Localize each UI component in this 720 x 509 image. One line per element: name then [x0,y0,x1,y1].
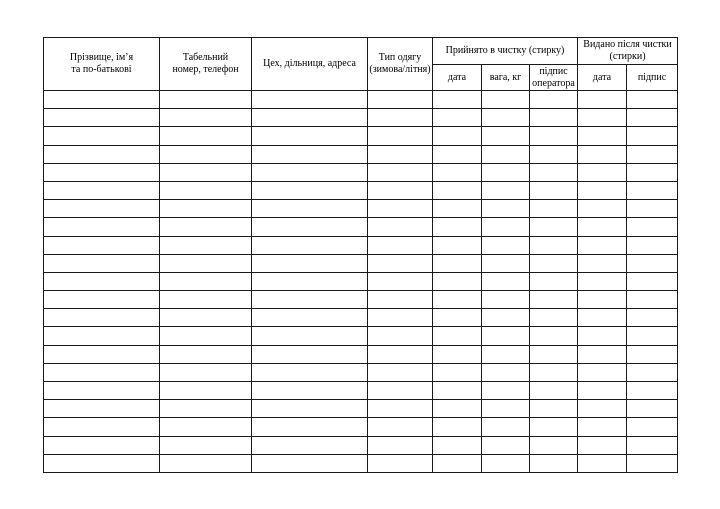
table-cell[interactable] [627,418,678,436]
table-cell[interactable] [627,363,678,381]
table-cell[interactable] [44,363,160,381]
table-cell[interactable] [433,454,482,472]
table-cell[interactable] [627,400,678,418]
column-group-accepted: Прийнято в чистку (стирку) [433,38,578,65]
table-cell[interactable] [44,309,160,327]
table-cell[interactable] [44,218,160,236]
table-cell[interactable] [433,272,482,290]
table-cell[interactable] [530,345,578,363]
table-cell[interactable] [44,400,160,418]
table-cell[interactable] [160,272,252,290]
table-cell[interactable] [578,309,627,327]
table-cell[interactable] [433,218,482,236]
table-cell[interactable] [433,309,482,327]
table-cell[interactable] [482,345,530,363]
table-cell[interactable] [368,345,433,363]
table-cell[interactable] [482,418,530,436]
table-cell[interactable] [482,363,530,381]
table-cell[interactable] [252,254,368,272]
table-cell[interactable] [44,236,160,254]
table-cell[interactable] [530,400,578,418]
table-cell[interactable] [627,327,678,345]
table-cell[interactable] [578,218,627,236]
table-cell[interactable] [368,400,433,418]
table-cell[interactable] [530,236,578,254]
table-cell[interactable] [433,181,482,199]
table-row [44,454,678,472]
table-cell[interactable] [44,109,160,127]
table-cell[interactable] [578,91,627,109]
table-row [44,200,678,218]
table-row [44,291,678,309]
table-cell[interactable] [530,363,578,381]
table-cell[interactable] [368,181,433,199]
table-cell[interactable] [160,382,252,400]
table-cell[interactable] [627,91,678,109]
table-cell[interactable] [433,109,482,127]
table-row [44,309,678,327]
table-cell[interactable] [433,291,482,309]
table-cell[interactable] [160,218,252,236]
table-cell[interactable] [482,436,530,454]
table-cell[interactable] [627,200,678,218]
table-cell[interactable] [627,163,678,181]
table-cell[interactable] [44,327,160,345]
table-cell[interactable] [627,218,678,236]
table-cell[interactable] [627,254,678,272]
table-cell[interactable] [252,345,368,363]
table-cell[interactable] [252,236,368,254]
table-cell[interactable] [482,200,530,218]
table-cell[interactable] [252,218,368,236]
column-header-issued-date: дата [578,65,627,91]
table-row [44,363,678,381]
table-cell[interactable] [160,454,252,472]
table-cell[interactable] [482,163,530,181]
table-row [44,145,678,163]
table-cell[interactable] [433,345,482,363]
table-cell[interactable] [252,91,368,109]
table-cell[interactable] [368,454,433,472]
table-cell[interactable] [433,145,482,163]
table-row [44,254,678,272]
table-cell[interactable] [482,109,530,127]
table-cell[interactable] [578,291,627,309]
table-cell[interactable] [160,91,252,109]
table-cell[interactable] [160,200,252,218]
table-row [44,345,678,363]
table-cell[interactable] [433,418,482,436]
table-cell[interactable] [252,454,368,472]
table-cell[interactable] [482,127,530,145]
table-cell[interactable] [627,236,678,254]
table-row [44,127,678,145]
table-cell[interactable] [368,236,433,254]
table-cell[interactable] [252,363,368,381]
table-row [44,109,678,127]
table-cell[interactable] [160,181,252,199]
table-cell[interactable] [482,291,530,309]
table-cell[interactable] [578,163,627,181]
table-cell[interactable] [160,436,252,454]
table-cell[interactable] [160,345,252,363]
table-cell[interactable] [578,200,627,218]
table-cell[interactable] [44,272,160,290]
table-cell[interactable] [433,327,482,345]
table-cell[interactable] [44,127,160,145]
table-row [44,236,678,254]
table-cell[interactable] [160,363,252,381]
table-cell[interactable] [44,91,160,109]
table-row [44,327,678,345]
table-row [44,218,678,236]
table-row [44,91,678,109]
table-cell[interactable] [252,181,368,199]
table-row [44,163,678,181]
table-row [44,382,678,400]
table-cell[interactable] [530,218,578,236]
table-cell[interactable] [368,436,433,454]
table-cell[interactable] [530,309,578,327]
table-cell[interactable] [482,327,530,345]
table-cell[interactable] [44,254,160,272]
table-cell[interactable] [578,363,627,381]
table-cell[interactable] [252,382,368,400]
table-cell[interactable] [530,200,578,218]
table-cell[interactable] [627,127,678,145]
table-cell[interactable] [368,272,433,290]
table-cell[interactable] [433,127,482,145]
table-cell[interactable] [578,109,627,127]
table-cell[interactable] [368,363,433,381]
table-cell[interactable] [160,418,252,436]
table-cell[interactable] [44,436,160,454]
table-header [44,38,678,91]
table-cell[interactable] [578,400,627,418]
table-cell[interactable] [368,163,433,181]
table-cell[interactable] [160,327,252,345]
column-header-accepted-signature: підпис оператора [530,65,578,91]
table-cell[interactable] [252,127,368,145]
table-cell[interactable] [530,163,578,181]
table-cell[interactable] [433,400,482,418]
table-cell[interactable] [433,436,482,454]
table-cell[interactable] [252,145,368,163]
column-header-accepted-weight: вага, кг [482,65,530,91]
table-cell[interactable] [252,200,368,218]
table-cell[interactable] [44,163,160,181]
table-cell[interactable] [627,309,678,327]
table-cell[interactable] [252,436,368,454]
table-cell[interactable] [530,127,578,145]
table-cell[interactable] [578,327,627,345]
table-cell[interactable] [252,327,368,345]
table-cell[interactable] [433,163,482,181]
table-cell[interactable] [44,454,160,472]
column-group-issued: Видано після чистки (стирки) [578,38,678,65]
table-cell[interactable] [627,291,678,309]
table-body [44,91,678,473]
table-cell[interactable] [433,254,482,272]
table-cell[interactable] [433,91,482,109]
table-cell[interactable] [160,254,252,272]
table-cell[interactable] [482,382,530,400]
table-cell[interactable] [530,291,578,309]
table-cell[interactable] [482,218,530,236]
table-cell[interactable] [44,382,160,400]
table-cell[interactable] [482,400,530,418]
table-cell[interactable] [368,291,433,309]
table-cell[interactable] [160,400,252,418]
table-cell[interactable] [160,145,252,163]
table-cell[interactable] [433,200,482,218]
table-cell[interactable] [578,181,627,199]
table-cell[interactable] [368,418,433,436]
table-cell[interactable] [627,436,678,454]
table-cell[interactable] [482,145,530,163]
table-cell[interactable] [578,127,627,145]
table-cell[interactable] [252,291,368,309]
column-header-issued-signature: підпис [627,65,678,91]
table-cell[interactable] [252,163,368,181]
column-header-tab-number: Табельний номер, телефон [160,38,252,91]
table-cell[interactable] [530,145,578,163]
table-cell[interactable] [252,309,368,327]
table-cell[interactable] [578,418,627,436]
table-cell[interactable] [627,382,678,400]
table-cell[interactable] [482,272,530,290]
table-row [44,272,678,290]
table-cell[interactable] [578,272,627,290]
column-header-accepted-date: дата [433,65,482,91]
table-cell[interactable] [530,181,578,199]
table-row [44,436,678,454]
table-cell[interactable] [368,327,433,345]
table-cell[interactable] [368,145,433,163]
table-cell[interactable] [252,418,368,436]
table-cell[interactable] [530,109,578,127]
table-cell[interactable] [482,454,530,472]
table-cell[interactable] [252,109,368,127]
table-cell[interactable] [530,91,578,109]
table-cell[interactable] [368,382,433,400]
table-cell[interactable] [578,254,627,272]
table-cell[interactable] [368,91,433,109]
table-cell[interactable] [44,291,160,309]
table-cell[interactable] [482,254,530,272]
table-cell[interactable] [252,272,368,290]
table-cell[interactable] [368,254,433,272]
table-cell[interactable] [44,200,160,218]
table-cell[interactable] [627,109,678,127]
table-cell[interactable] [368,109,433,127]
column-header-clothing-type: Тип одягу (зимова/літня) [368,38,433,91]
table-cell[interactable] [482,91,530,109]
table-cell[interactable] [160,127,252,145]
table-cell[interactable] [368,309,433,327]
table-cell[interactable] [578,454,627,472]
table-cell[interactable] [482,181,530,199]
table-cell[interactable] [482,309,530,327]
table-cell[interactable] [160,109,252,127]
table-cell[interactable] [530,327,578,345]
table-cell[interactable] [252,400,368,418]
table-cell[interactable] [368,127,433,145]
table-cell[interactable] [578,345,627,363]
laundry-log-form [43,37,677,473]
table-cell[interactable] [44,145,160,163]
table-cell[interactable] [530,272,578,290]
table-cell[interactable] [44,418,160,436]
table-cell[interactable] [578,436,627,454]
table-cell[interactable] [160,291,252,309]
table-cell[interactable] [578,236,627,254]
table-cell[interactable] [368,218,433,236]
table-cell[interactable] [482,236,530,254]
table-cell[interactable] [368,200,433,218]
table-cell[interactable] [627,272,678,290]
table-cell[interactable] [160,309,252,327]
table-row [44,181,678,199]
table-cell[interactable] [578,382,627,400]
column-header-full-name: Прізвище, ім’я та по-батькові [44,38,160,91]
table-cell[interactable] [44,181,160,199]
table-row [44,400,678,418]
table-cell[interactable] [530,254,578,272]
table-cell[interactable] [433,382,482,400]
table-cell[interactable] [627,454,678,472]
table-cell[interactable] [433,236,482,254]
table-cell[interactable] [160,236,252,254]
table-cell[interactable] [627,145,678,163]
table-cell[interactable] [530,418,578,436]
table-cell[interactable] [530,382,578,400]
table-cell[interactable] [530,454,578,472]
laundry-log-table [43,37,678,473]
table-cell[interactable] [44,345,160,363]
table-cell[interactable] [627,345,678,363]
table-cell[interactable] [578,145,627,163]
table-cell[interactable] [530,436,578,454]
table-cell[interactable] [433,363,482,381]
column-header-workshop: Цех, дільниця, адреса [252,38,368,91]
table-row [44,418,678,436]
table-cell[interactable] [160,163,252,181]
table-cell[interactable] [627,181,678,199]
